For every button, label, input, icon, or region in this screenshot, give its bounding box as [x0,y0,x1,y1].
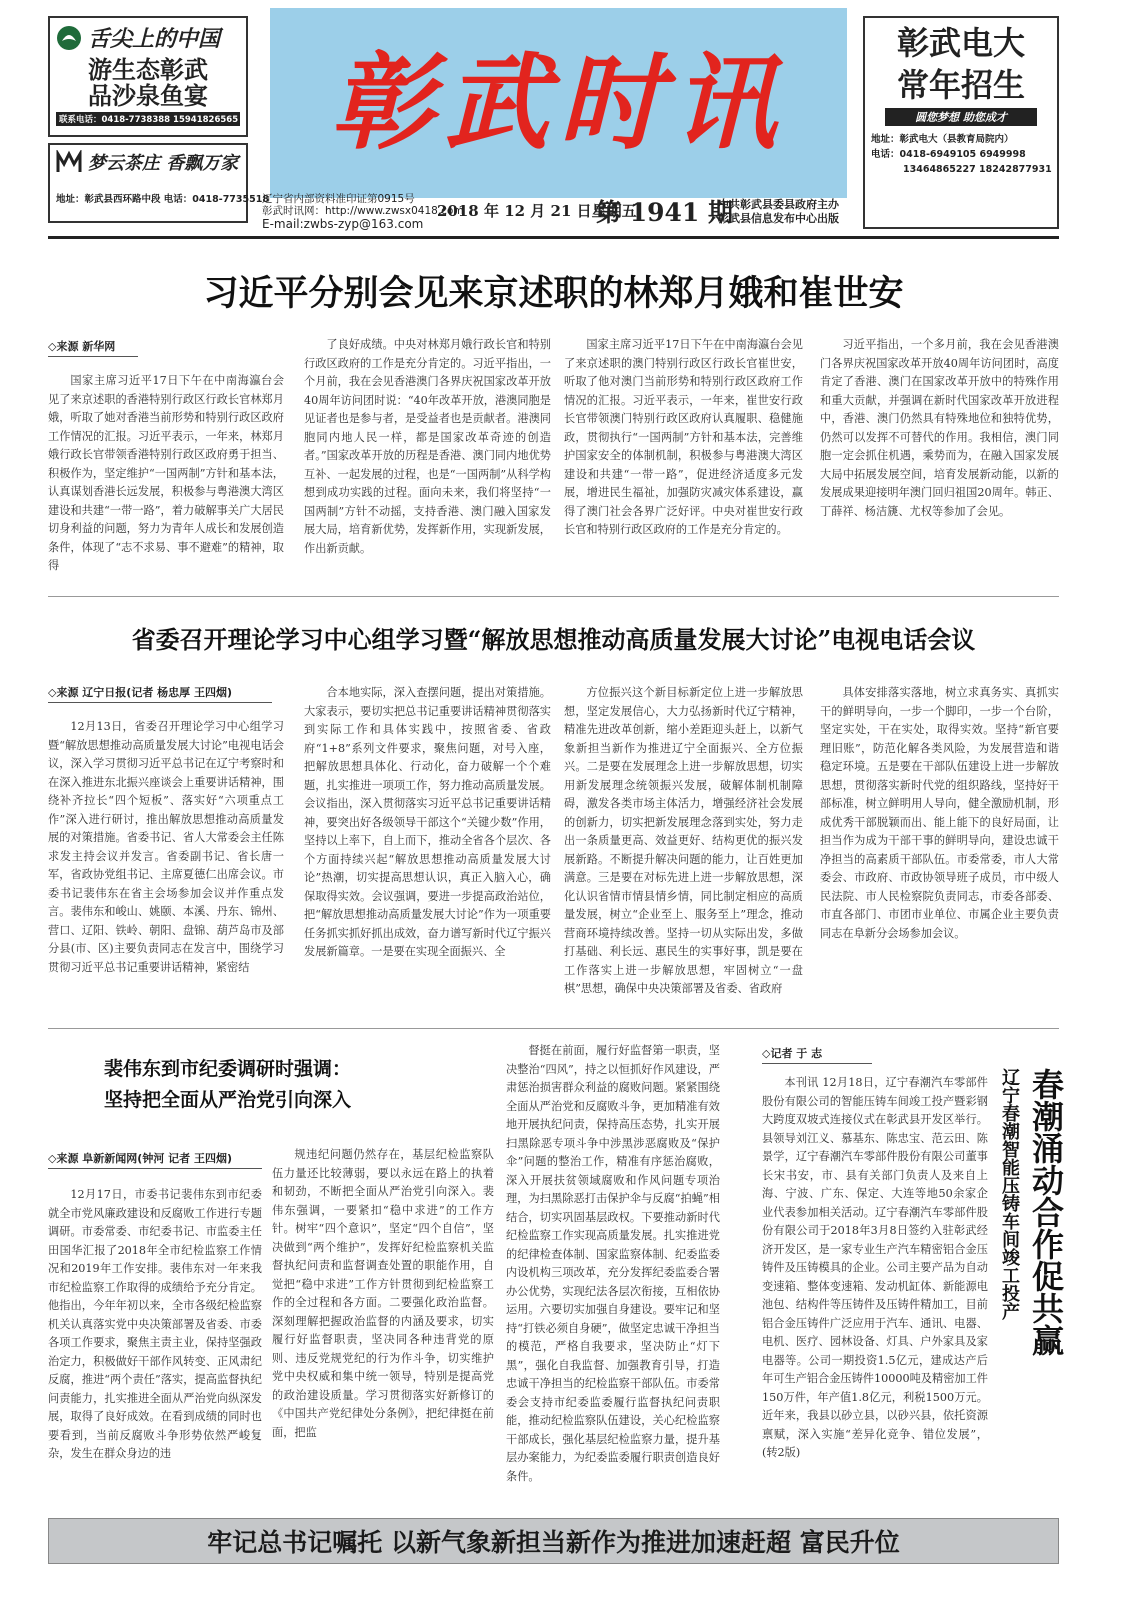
article3-headline2[interactable]: 坚持把全面从严治党引向深入 [104,1089,352,1111]
tea-house-logo-icon [56,150,82,174]
tea-house-address: 地址：彰武县西环路中段 电话：0418-7735518 [56,194,269,205]
article2-source: ◇来源 辽宁日报(记者 杨忠厚 王四烟) [48,684,272,703]
article2-col3 [564,684,803,1014]
ad-tagline-2: 品沙泉鱼宴 [88,82,208,110]
article3-source: ◇来源 阜新新闻网(钟河 记者 王四烟) [48,1150,262,1169]
article4-headline-main[interactable]: 春潮涌动合作促共赢 [1027,1068,1065,1356]
article1-col1-text: 国家主席习近平17日下午在中南海瀛台会见了来京述职的香港特别行政区行政长官林郑月娥，听取了她对香港当前形势和特别行政区政府工作情况的汇报。习近平表示，一年来，林郑月娥行政长官带领香港特别行政区政府勇于担当、积极作为，坚定维护“一国两制”方针和基本法，认真谋划香港长远发展，积极参与粤港澳大湾区建设和共建“一带一路”，着力破解事关广大居民切身利益的问题，努力为青年人成长和发展创造条件，体现了“志不求易、事不避难”的精神，取得 [48,374,284,572]
ad-right-slogan: 圆您梦想 助您成才 [885,108,1037,126]
ad-right-line2: 常年招生 [896,66,1025,104]
article3-col3 [506,1042,720,1498]
divider-1 [48,596,1059,597]
article1-col2 [304,336,551,577]
ad-right-phone2: 13464865227 18242877931 [903,164,1052,175]
ad-left-top[interactable] [48,16,248,137]
publisher-2: 彰武县信息发布中心出版 [718,212,839,225]
article1-col2-text: 了良好成绩。中央对林郑月娥行政长官和特别行政区政府的工作是充分肯定的。习近平指出，一个月前，我在会见香港澳门各界庆祝国家改革开放40周年访问团时说：“40年改革开放，港澳同胞是见证者也是参与者，是受益者也是贡献者。港澳同胞同内地人民一样，都是国家改革奇迹的创造者。”国家改革开放的历程是香港、澳门同内地优势互补、一起发展的过程，也是“一国两制”从科学构想到成功实践的过程。面向未来，我们将坚持“一国两制”方针不动摇，支持香港、澳门融入国家发展大局，培育新优势，发挥新作用，实现新发展，作出新贡献。 [304,338,551,555]
email-line[interactable]: E-mail:zwbs-zyp@163.com [262,217,424,231]
article1-col3 [564,336,803,577]
masthead-banner [270,8,847,198]
article2-headline[interactable]: 省委召开理论学习中心组学习暨“解放思想推动高质量发展大讨论”电视电话会议 [131,625,976,654]
article1-col4-text: 习近平指出，一个多月前，我在会见香港澳门各界庆祝国家改革开放40周年访问团时，高度肯定了香港、澳门在国家改革开放中的特殊作用和重大贡献，并强调在新时代国家改革开放进程中，香港、澳门仍然具有特殊地位和独特优势，仍然可以发挥不可替代的作用。我相信，澳门同胞一定会抓住机遇，乘势而为，在融入国家发展大局中拓展发展空间，培育发展新动能，以新的发展成果迎接明年澳门回归祖国20周年。韩正、丁薛祥、杨洁篪、尤权等参加了会见。 [820,338,1059,518]
article1-col4 [820,336,1059,558]
article2-col1 [48,718,284,1014]
article3-col1-text: 12月17日，市委书记裴伟东到市纪委就全市党风廉政建设和反腐败工作进行专题调研。市委常委、市纪委书记、市监委主任田国华汇报了2018年全市纪检监察工作情况和2019年工作安排。裴伟东对一年来我市纪检监察工作取得的成绩给予充分肯定。他指出，今年年初以来，全市各级纪检监察机关认真落实党中央决策部署及省委、市委各项工作要求，聚焦主责主业，保持坚强政治定力，积极做好干部作风转变、正风肃纪反腐，推进“两个责任”落实，提高监督执纪问责能力，扎实推进全面从严治党向纵深发展，取得了良好成效。在看到成绩的同时也要看到，当前反腐败斗争形势依然严峻复杂，发生在群众身边的违 [48,1188,262,1460]
publisher-1: 中共彰武县委县政府主办 [718,198,839,211]
footer-banner [48,1518,1059,1564]
article1-col1 [48,372,284,577]
masthead-title: 彰武时讯 [330,41,787,164]
leaf-logo-icon [56,25,82,51]
article1-col3-text: 国家主席习近平17日下午在中南海瀛台会见了来京述职的澳门特别行政区行政长官崔世安，听取了他对澳门当前形势和特别行政区政府工作情况的汇报。习近平表示，一年来，崔世安行政长官带领澳门特别行政区政府认真履职、稳健施政，贯彻执行“一国两制”方针和基本法，完善维护国家安全的体制机制，积极参与粤港澳大湾区建设和共建“一带一路”，促进经济适度多元发展，增进民生福祉，加强防灾减灾体系建设，赢得了澳门社会各界广泛好评。中央对崔世安行政长官和特别行政区政府的工作是充分肯定的。 [564,338,803,536]
article3-col3-text: 督挺在前面，履行好监督第一职责，坚决整治“四风”，持之以恒抓好作风建设，严肃惩治损害群众利益的腐败问题。紧紧围绕全面从严治党和反腐败斗争，更加精准有效地开展执纪问责，保持高压态势，扎实开展扫黑除恶专项斗争中涉黑涉恶腐败及“保护伞”问题的整治工作，精准有序惩治腐败，深入开展扶贫领域腐败和作风问题专项治理，为扫黑除恶打击保护伞与反腐“拍蝇”相结合，切实巩固基层政权。下要推动新时代纪检监察工作实现高质量发展。扎实推进党的纪律检查体制、国家监察体制、纪委监委内设机构三项改革，充分发挥纪委监委合署办公优势，实现纪法各层次衔接，互相依协运用。六要切实加强自身建设。要牢记和坚持“打铁必须自身硬”，做坚定忠诚干净担当的模范，严格自我要求，坚决防止“灯下黑”，强化自我监督、加强教育引导，打造忠诚干净担当的纪检监察干部队伍。市委常委会支持市纪委监委履行监督执纪问责职能，推动纪检监察队伍建设，关心纪检监察干部成长，强化基层纪检监察力量，提升基层办案能力，为纪委监委履行职责创造良好条件。 [506,1044,720,1483]
article3-col2 [272,1146,494,1498]
header-rule [48,236,1059,239]
article2-col2-text: 合本地实际，深入查摆问题，提出对策措施。大家表示，要切实把总书记重要讲话精神贯彻落实到实际工作和具体实践中，按照省委、省政府“1+8”系列文件要求，聚焦问题，对号入座，把解放思想具体化、行动化，奋力破解一个个难题，扎实推进一项项工作，努力推动高质量发展。会议指出，深入贯彻落实习近平总书记重要讲话精神，要突出好各级领导干部这个“关键少数”作用，坚持以上率下，自上而下，推动全省各个层次、各个方面持续兴起“解放思想推动高质量发展大讨论”热潮，切实提高思想认识，真正入脑入心，确保取得实效。会议强调，要进一步提高政治站位，把“解放思想推动高质量发展大讨论”作为一项重要任务抓实抓好抓出成效，奋力谱写新时代辽宁振兴发展新篇章。一是要在实现全面振兴、全 [304,686,551,958]
permit-line: 辽宁省内部资料准印证第0915号 [262,193,415,205]
ad-right-line1: 彰武电大 [896,24,1025,62]
issue-number: 第 1941 期 [596,198,733,227]
article2-col4 [820,684,1059,994]
article4-source: ◇记者 于 志 [762,1045,872,1064]
article3-col1 [48,1186,262,1498]
article4-col1-text: 本刊讯 12月18日，辽宁春潮汽车零部件股份有限公司的智能压铸车间竣工投产暨彩钢大跨度双坡式连接仪式在彰武县开发区举行。县领导刘江义、慕基东、陈忠宝、范云田、陈景学，辽宁春潮汽车零部件股份有限公司董事长宋书安，市、县有关部门负责人及来自上海、宁波、广东、保定、大连等地50余家企业代表参加相关活动。辽宁春潮汽车零部件股份有限公司于2018年3月8日签约入驻彰武经济开发区，是一家专业生产汽车精密铝合金压铸件及压铸模具的企业。公司主要产品为自动变速箱、整体变速箱、发动机缸体、新能源电池包、结构件等压铸件及压铸件精加工，目前铝合金压铸件广泛应用于汽车、通讯、电器、电机、医疗、园林设备、灯具、户外家具及家电器等。公司一期投资1.5亿元，建成达产后年可生产铝合金压铸件10000吨及精密加工件150万件，年产值1.8亿元，利税1500万元。近年来，我县以砂立县，以砂兴县，依托资源禀赋，深入实施“差异化竞争、错位发展”，(转2版) [762,1076,988,1459]
tea-house-name: 梦云茶庄 香飘万家 [88,153,239,174]
article2-col3-text: 方位振兴这个新目标新定位上进一步解放思想，坚定发展信心，大力弘扬新时代辽宁精神，精准先进改革创新，缩小差距迎头赶上，以新气象新担当新作为推进辽宁全面振兴、全方位振兴。二是要在发展理念上进一步解放思想，切实用新发展理念统领振兴发展，破解体制机制障碍，激发各类市场主体活力，增强经济社会发展的创新力，切实把新发展理念落到实处，努力走出一条质量更高、效益更好、结构更优的振兴发展新路。不断提升解决问题的能力，让百姓更加满意。三是要在对标先进上进一步解放思想，深化认识省情市情县情乡情，同比制定相应的高质量发展，树立“企业至上、服务至上”理念，推动营商环境持续改善。坚持一切从实际出发，多做打基础、利长远、惠民生的实事好事，凯是要在工作落实上进一步解放思想，牢固树立“一盘棋”思想，确保中央决策部署及省委、省政府 [564,686,803,995]
ad-left-bottom[interactable] [48,143,269,223]
article2-col2 [304,684,551,1014]
ad-right[interactable] [863,16,1059,229]
article2-col4-text: 具体安排落实落地，树立求真务实、真抓实干的鲜明导向，一步一个脚印，一步一个台阶，坚定实处，干在实处，取得实效。坚持“新官要理旧账”，防范化解各类风险，为发展营造和谐稳定环境。五是要在干部队伍建设上进一步解放思想，贯彻落实新时代党的组织路线，坚持好干部标准，树立鲜明用人导向，健全激励机制，形成优秀干部脱颖而出、能上能下的良好局面，让担当作为成为干部干事的鲜明导向，建设忠诚干净担当的高素质干部队伍。市委常委，市人大常委会、市政府、市政协领导班子成员，市中级人民法院、市人民检察院负责同志，市委各部委、市直各部门、市团市业单位、市属企业主要负责同志在阜新分会场参加会议。 [820,686,1059,940]
article1-headline[interactable]: 习近平分别会见来京述职的林郑月娥和崔世安 [203,274,904,314]
issue-date: 2018 年 12 月 21 日星期五 [437,202,637,220]
article1-source: ◇来源 新华网 [48,338,138,357]
website-line[interactable]: 彰武时讯网：http://www.zwsx0418.com [262,205,464,217]
ad-slogan: 舌尖上的中国 [88,26,221,52]
ad-right-address: 地址：彰武电大（县教育局院内） [871,134,1014,145]
article2-col1-text: 12月13日，省委召开理论学习中心组学习暨“解放思想推动高质量发展大讨论”电视电话会议，深入学习贯彻习近平总书记在辽宁考察时和在深入推进东北振兴座谈会上重要讲话精神，围绕补齐拉长“四个短板”、落实好“六项重点工作”深入进行研讨，推出解放思想推动高质量发展的对策措施。省委书记、省人大常委会主任陈求发主持会议并发言。省委副书记、省长唐一军，省政协党组书记、主席夏德仁出席会议。市委书记裴伟东在省主会场参加会议并作重点发言。裴伟东和峻山、姚颐、本溪、丹东、锦州、营口、辽阳、铁岭、朝阳、盘锦、葫芦岛市及部分县(市、区)主要负责同志在发言中，围绕学习贯彻习近平总书记重要讲话精神，紧密结 [48,720,284,974]
divider-2 [48,1028,1059,1029]
article3-headline1[interactable]: 裴伟东到市纪委调研时强调： [104,1058,352,1080]
footer-slogan: 牢记总书记嘱托 以新气象新担当新作为推进加速赶超 富民升位 [207,1528,900,1557]
article3-col2-text: 规违纪问题仍然存在，基层纪检监察队伍力量还比较薄弱，要以永远在路上的执着和韧劲，不断把全面从严治党引向深入。裴伟东强调，一要紧扣“稳中求进”的工作方针。树牢“四个意识”，坚定“四个自信”，坚决做到“两个维护”，发挥好纪检监察机关监督执纪问责和监督调查处置的职能作用，自觉把“稳中求进”工作方针贯彻到纪检监察工作的全过程和各方面。二要强化政治监督。深刻理解把握政治监督的内涵及要求，切实履行好监督职责，坚决同各种违背党的原则、违反党规党纪的行为作斗争，切实维护党中央权威和集中统一领导，特别是提高党的政治建设质量。学习贯彻落实好新修订的《中国共产党纪律处分条例》，把纪律挺在前面，把监 [272,1148,494,1439]
ad-right-phone1: 电话：0418-6949105 6949998 [871,149,1026,160]
article4-headline-sub[interactable]: 辽宁春潮智能压铸车间竣工投产 [999,1068,1020,1320]
ad-contact: 联系电话：0418-7738388 15941826565 [56,112,240,126]
article4-col1 [762,1074,988,1498]
ad-tagline-1: 游生态彰武 [88,56,208,84]
